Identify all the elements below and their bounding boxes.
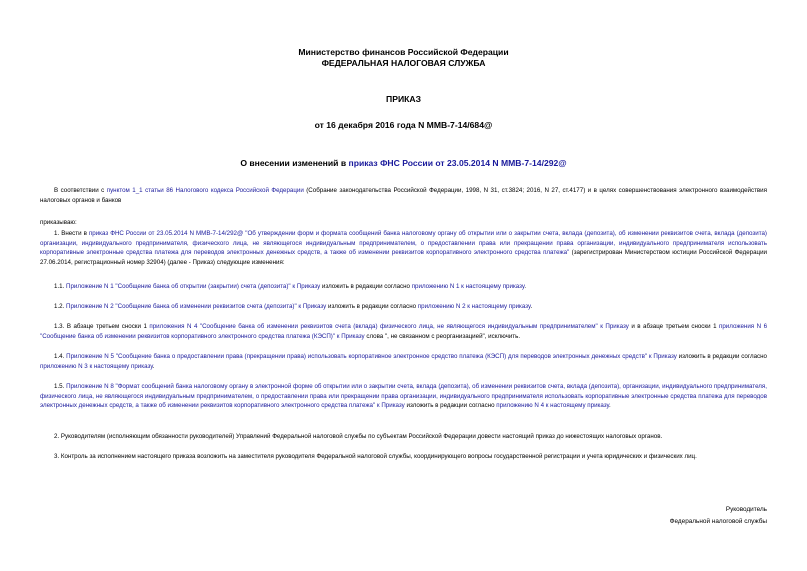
appendix-2-old-link[interactable]: Приложение N 2 "Сообщение банка об изменении реквизитов счета (депозита)" к Приказу [66, 303, 327, 310]
clause-1-2 [40, 302, 767, 312]
clause-text: слова ", не связанном с реорганизацией", исключить. [364, 332, 521, 340]
preamble-text-2: (Собрание законодательства Российской Федерации, 1998, N 31, ст.3824; 2016, N 27, ст.4177) и в целях совершенствования электронного взаимодействия налоговых органов и банков [40, 187, 767, 204]
document-date-number: от 16 декабря 2016 года N ММВ-7-14/684@ [314, 120, 493, 130]
appendix-1-new-link[interactable]: приложению N 1 к настоящему приказу [411, 283, 525, 290]
appendix-8-old-link[interactable]: Приложение N 8 "Формат сообщений банка налоговому органу в электронной форме об открытии или о закрытии счета, вклада (депозита), об изменении реквизитов счета, вклада (депозита), организации, индивидуального предпринимателя, физического лица, не являющегося индивидуальным предпринимателем, о предоставлении права или прекращении права организации, индивидуального предпринимателя использовать корпоративные электронные средства платежа для переводов электронных денежных средств, а также об изменении реквизитов корпоративного электронного средства платежа" к Приказу [40, 383, 767, 409]
appendix-4-link[interactable]: приложения N 4 "Сообщение банка об изменении реквизитов счета (вклада) физического лица, не являющегося индивидуальным предпринимателем" к Приказу [149, 323, 629, 330]
clause-3: 3. Контроль за исполнением настоящего приказа возложить на заместителя руководителя Федеральной налоговой службы, координирующего вопросы государственной регистрации и учета юридических и физических лиц. [54, 453, 697, 460]
clause-text: 1.5. [54, 383, 67, 390]
clause-1-4 [40, 352, 767, 371]
clause-text: . [608, 402, 611, 409]
clause-text: изложить в редакции согласно [676, 353, 767, 360]
clause-1-1 [40, 282, 767, 292]
order-292-link[interactable]: приказ ФНС России от 23.05.2014 N ММВ-7-14/292@ "Об утверждении форм и формата сообщений банка налоговому органу об открытии или о закрытии счета, вклада (депозита), об изменении реквизитов счета, вклада (депозита) организации, индивидуального предпринимателя, физического лица, не являющегося индивидуальным предпринимателем, о предоставлении права или прекращении права организации, индивидуального предпринимателя использовать корпоративные электронные средства платежа для переводов электронных денежных средств, а также об изменении реквизитов корпоративного электронного средства платежа" [40, 230, 767, 256]
clause-text: изложить в редакции согласно [326, 303, 418, 310]
clause-text: . [530, 303, 533, 310]
appendix-3-new-link[interactable]: приложению N 3 к настоящему приказу [40, 362, 153, 370]
document-type: ПРИКАЗ [386, 94, 421, 104]
clause-text: 1.3. В абзаце третьем сноски 1 [54, 323, 150, 330]
ministry-name: Министерство финансов Российской Федерации [298, 47, 509, 57]
service-name: ФЕДЕРАЛЬНАЯ НАЛОГОВАЯ СЛУЖБА [321, 58, 486, 68]
appendix-6-link[interactable]: приложения N 6 "Сообщение банка об изменении реквизитов корпоративного электронного средства платежа (КЭСП)" к Приказу [40, 323, 768, 340]
clause-text: изложить в редакции согласно [320, 283, 412, 290]
preamble-text: В соответствии с [54, 187, 107, 194]
clause-text: 1.2. [54, 303, 67, 310]
clause-text: 1.1. [54, 283, 67, 290]
appendix-1-old-link[interactable]: Приложение N 1 "Сообщение банка об открытии (закрытии) счета (депозита)" к Приказу [66, 283, 321, 290]
clause-text: . [152, 362, 155, 370]
clause-1-5 [40, 382, 767, 411]
clause-text: 1.4. [54, 353, 67, 360]
title-text: О внесении изменений в [240, 158, 349, 168]
document-title [0, 158, 807, 168]
clause-1-3 [40, 322, 767, 341]
tax-code-link[interactable]: пунктом 1_1 статьи 86 Налогового кодекса Российской Федерации [106, 187, 304, 194]
clause-1 [40, 229, 767, 267]
appendix-2-new-link[interactable]: приложению N 2 к настоящему приказу [417, 303, 531, 310]
signature-organization: Федеральной налоговой службы [669, 518, 767, 525]
clause-1-text: 1. Внести в [54, 230, 89, 237]
signature-title: Руководитель [725, 506, 767, 513]
preamble [40, 186, 767, 205]
appendix-5-old-link[interactable]: Приложение N 5 "Сообщение банка о предоставлении права (прекращении права) использовать корпоративное электронное средство платежа (КЭСП) для переводов электронных денежных средств" к Приказу [66, 353, 677, 360]
clause-2: 2. Руководителям (исполняющим обязанности руководителей) Управлений Федеральной налоговой службы по субъектам Российской Федерации довести настоящий приказ до нижестоящих налоговых органов. [54, 433, 663, 440]
clause-text: . [524, 283, 527, 290]
orders-word: приказываю: [40, 219, 77, 226]
title-link[interactable]: приказ ФНС России от 23.05.2014 N ММВ-7-14/292@ [348, 158, 567, 168]
appendix-4-new-link[interactable]: приложению N 4 к настоящему приказу [496, 402, 609, 409]
clause-text: и в абзаце третьем сноски 1 [628, 323, 720, 330]
clause-1-text-2: (зарегистрирован Министерством юстиции Российской Федерации 27.06.2014, регистрационный номер 32904) (далее - Приказ) следующие изменения: [40, 249, 767, 266]
clause-text: изложить в редакции согласно [404, 402, 497, 409]
